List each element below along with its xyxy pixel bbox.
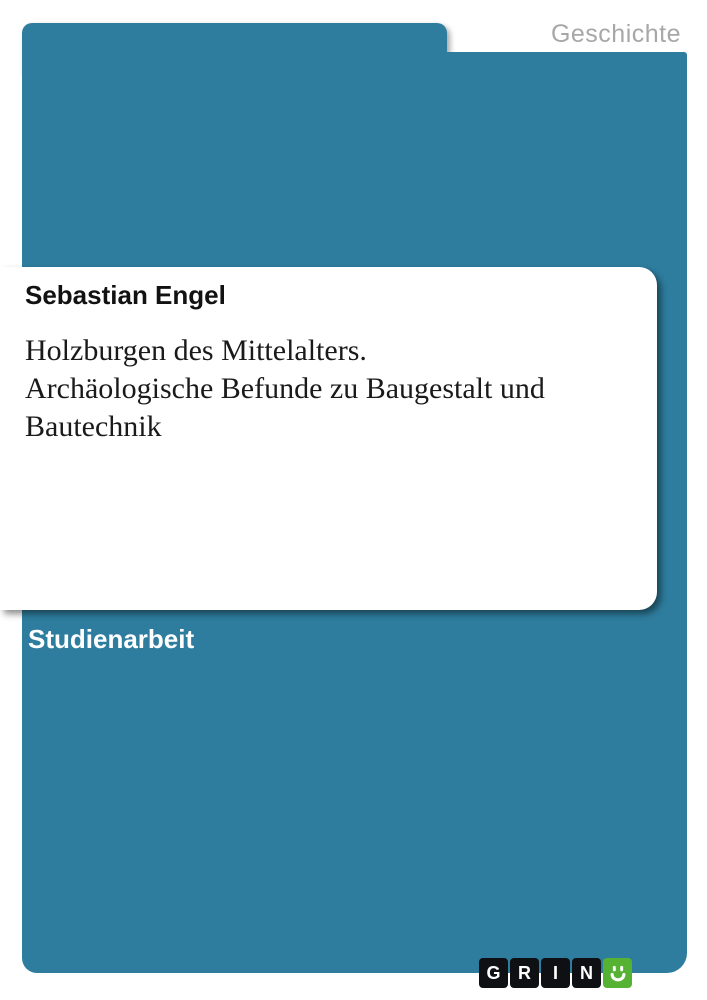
author-name: Sebastian Engel: [25, 280, 226, 310]
grin-logo: [479, 958, 632, 988]
title-line-2: Archäologische Befunde zu Baugestalt und: [25, 372, 545, 405]
book-title: [25, 332, 627, 446]
category-label: Geschichte: [550, 20, 681, 48]
document-type-label: Studienarbeit: [28, 624, 195, 654]
smiley-icon: [603, 958, 632, 988]
title-line-3: Bautechnik: [25, 410, 162, 443]
logo-letter-tile-g: G: [479, 958, 508, 988]
logo-letter-tile-n: N: [572, 958, 601, 988]
logo-letter-tile-i: I: [541, 958, 570, 988]
title-line-1: Holzburgen des Mittelalters.: [25, 334, 367, 367]
logo-letter-tile-r: R: [510, 958, 539, 988]
title-card: [0, 267, 657, 610]
